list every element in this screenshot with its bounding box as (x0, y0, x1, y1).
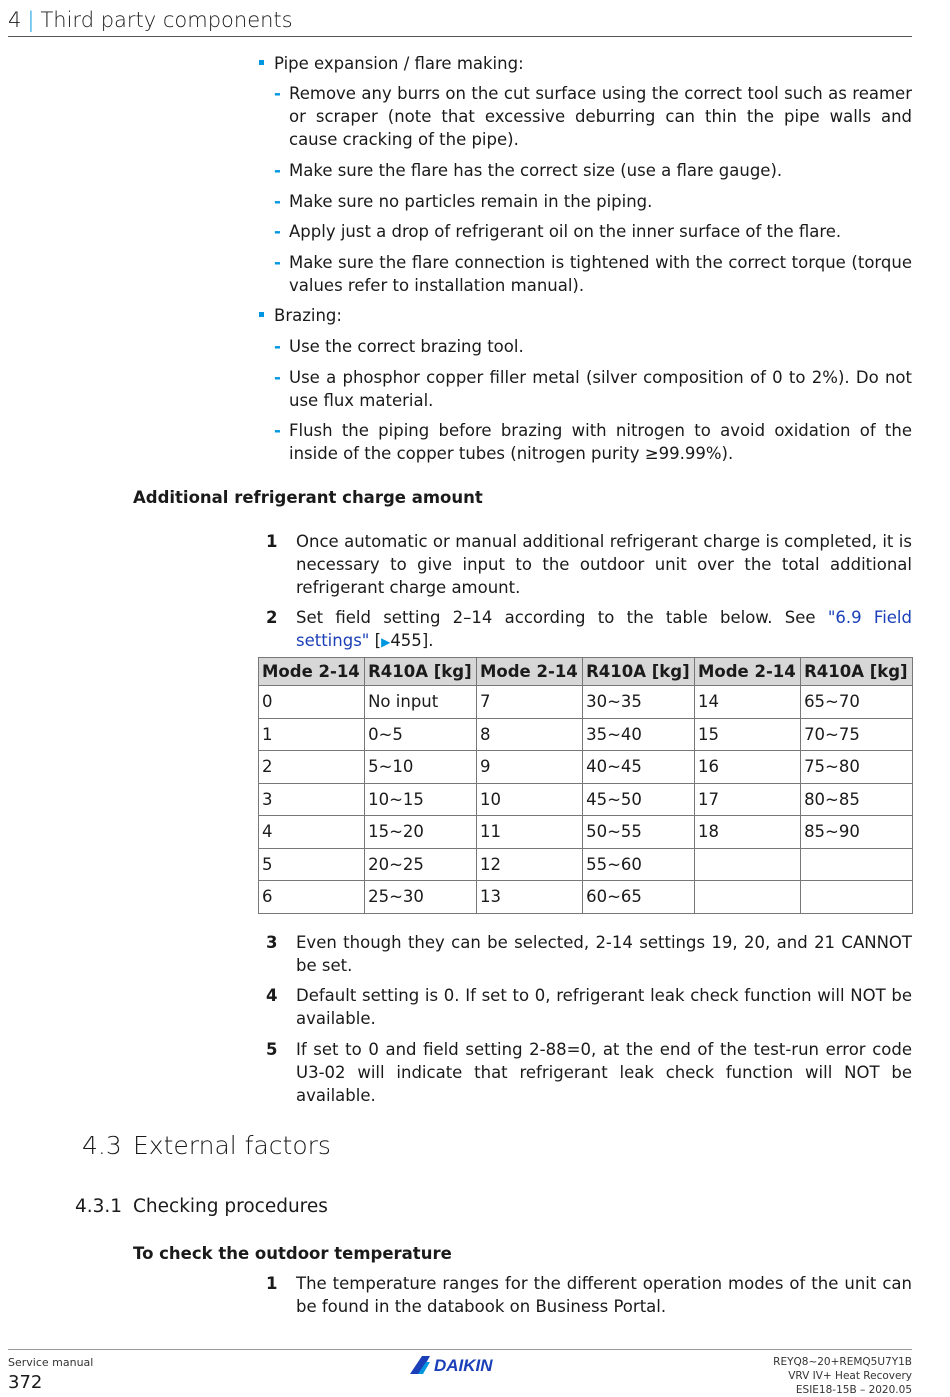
doc-code: ESIE18-15B – 2020.05 (795, 1384, 912, 1396)
table-cell: 75~80 (801, 751, 913, 784)
step-text: Default setting is 0. If set to 0, refrigerant leak check function will NOT be available. (296, 986, 912, 1028)
page-header (8, 6, 912, 37)
page-ref[interactable]: 455 (390, 631, 422, 650)
table-row (259, 816, 913, 849)
table-row (259, 783, 913, 816)
table-cell: 1 (259, 718, 365, 751)
section-title-text: External factors (133, 1131, 331, 1160)
bullet-square-icon (259, 312, 264, 317)
step-text: If set to 0 and field setting 2-88=0, at the end of the test-run error code U3-02 will indicate that refrigerant leak check function will NOT be available. (296, 1040, 912, 1105)
step-number: 3 (266, 933, 278, 952)
heading-outdoor-temperature: To check the outdoor temperature (133, 1244, 452, 1263)
field-settings-link[interactable]: "6.9 Field settings" (296, 608, 912, 650)
table-cell: 30~35 (583, 686, 695, 719)
bullet-label: Pipe expansion / flare making: (274, 54, 524, 73)
table-cell: 15~20 (365, 816, 477, 849)
table-row (259, 686, 913, 719)
subsection-title (75, 1196, 328, 1217)
table-row (259, 718, 913, 751)
step-number: 4 (266, 986, 278, 1005)
table-cell: 7 (476, 686, 582, 719)
table-cell: 45~50 (583, 783, 695, 816)
doc-type: Service manual (8, 1356, 94, 1369)
table-cell: 16 (694, 751, 800, 784)
table-header: Mode 2-14 (476, 658, 582, 686)
dash-item-text: Remove any burrs on the cut surface using the correct tool such as reamer or scraper (note that excessive deburring can thin the pipe walls and cause cracking of the pipe). (289, 84, 912, 149)
bracket-close: ]. (421, 631, 434, 650)
table-cell: 12 (476, 848, 582, 881)
table-header: Mode 2-14 (694, 658, 800, 686)
dash-item-text: Apply just a drop of refrigerant oil on the inner surface of the flare. (289, 222, 842, 241)
table-cell: 13 (476, 881, 582, 914)
step-text: Even though they can be selected, 2-14 settings 19, 20, and 21 CANNOT be set. (296, 933, 912, 975)
table-cell: 50~55 (583, 816, 695, 849)
table-cell: 35~40 (583, 718, 695, 751)
table-cell: 14 (694, 686, 800, 719)
table-cell: 85~90 (801, 816, 913, 849)
section-title (82, 1131, 331, 1160)
subsection-number: 4.3.1 (75, 1196, 123, 1217)
table-cell (694, 881, 800, 914)
table-cell: 55~60 (583, 848, 695, 881)
table-cell: 11 (476, 816, 582, 849)
step-text: Once automatic or manual additional refrigerant charge is completed, it is necessary to give input to the outdoor unit over the total additional refrigerant charge amount. (296, 532, 912, 597)
dash-icon: - (274, 337, 281, 356)
page-footer (8, 1349, 912, 1396)
page-number: 372 (8, 1372, 43, 1393)
table-cell: 10~15 (365, 783, 477, 816)
table-cell (694, 848, 800, 881)
table-cell: 0 (259, 686, 365, 719)
dash-icon: - (274, 421, 281, 440)
bracket-open: [ (369, 631, 382, 650)
dash-icon: - (274, 161, 281, 180)
dash-item-text: Use the correct brazing tool. (289, 337, 524, 356)
bullet-label: Brazing: (274, 306, 342, 325)
step-text: The temperature ranges for the different operation modes of the unit can be found in the databook on Business Portal. (296, 1274, 912, 1316)
step-number: 2 (266, 608, 278, 627)
dash-item-text: Make sure the flare has the correct size (use a flare gauge). (289, 161, 783, 180)
table-cell: 40~45 (583, 751, 695, 784)
table-cell (801, 848, 913, 881)
dash-icon: - (274, 368, 281, 387)
step-text (296, 606, 912, 654)
header-separator: | (27, 8, 35, 32)
step-number: 5 (266, 1040, 278, 1059)
table-cell: 65~70 (801, 686, 913, 719)
heading-additional-charge: Additional refrigerant charge amount (133, 488, 483, 507)
bullet-square-icon (259, 60, 264, 65)
table-header: R410A [kg] (801, 658, 913, 686)
table-cell: 25~30 (365, 881, 477, 914)
dash-item-text: Make sure no particles remain in the piping. (289, 192, 653, 211)
chapter-title: Third party components (40, 8, 293, 32)
table-cell: 5~10 (365, 751, 477, 784)
table-header: Mode 2-14 (259, 658, 365, 686)
table-header: R410A [kg] (583, 658, 695, 686)
table-cell: 15 (694, 718, 800, 751)
subsection-title-text: Checking procedures (133, 1196, 328, 1217)
chapter-number: 4 (8, 8, 22, 32)
dash-icon: - (274, 84, 281, 103)
table-cell: 60~65 (583, 881, 695, 914)
table-cell: 4 (259, 816, 365, 849)
step-number: 1 (266, 1274, 278, 1293)
product-name: VRV IV+ Heat Recovery (788, 1370, 912, 1382)
table-cell: 17 (694, 783, 800, 816)
table-row (259, 751, 913, 784)
table-cell: 8 (476, 718, 582, 751)
table-row (259, 848, 913, 881)
dash-item-text: Flush the piping before brazing with nitrogen to avoid oxidation of the inside of the copper tubes (nitrogen purity ≥99.99%). (289, 421, 912, 463)
table-cell: 9 (476, 751, 582, 784)
table-body (259, 686, 913, 914)
table-cell: No input (365, 686, 477, 719)
table-cell: 2 (259, 751, 365, 784)
table-cell: 20~25 (365, 848, 477, 881)
table-row (259, 881, 913, 914)
mode-table (258, 657, 913, 914)
table-cell: 80~85 (801, 783, 913, 816)
table-cell: 10 (476, 783, 582, 816)
daikin-logo (408, 1354, 512, 1376)
table-cell: 70~75 (801, 718, 913, 751)
dash-icon: - (274, 192, 281, 211)
daikin-logo-text: DAIKIN (434, 1356, 493, 1375)
page-ref-arrow-icon: ▶ (381, 635, 391, 649)
section-number: 4.3 (82, 1131, 122, 1160)
table-cell: 3 (259, 783, 365, 816)
table-cell: 5 (259, 848, 365, 881)
doc-info (773, 1355, 912, 1397)
table-cell: 6 (259, 881, 365, 914)
dash-icon: - (274, 253, 281, 272)
step-number: 1 (266, 532, 278, 551)
model-code: REYQ8~20+REMQ5U7Y1B (773, 1356, 912, 1368)
table-cell: 0~5 (365, 718, 477, 751)
table-cell: 18 (694, 816, 800, 849)
table-cell (801, 881, 913, 914)
table-header-row (259, 658, 913, 686)
table-header: R410A [kg] (365, 658, 477, 686)
step-text-part: Set field setting 2–14 according to the table below. See (296, 608, 828, 627)
dash-item-text: Use a phosphor copper filler metal (silver composition of 0 to 2%). Do not use flux material. (289, 368, 912, 410)
dash-icon: - (274, 222, 281, 241)
dash-item-text: Make sure the flare connection is tightened with the correct torque (torque values refer to installation manual). (289, 253, 912, 295)
